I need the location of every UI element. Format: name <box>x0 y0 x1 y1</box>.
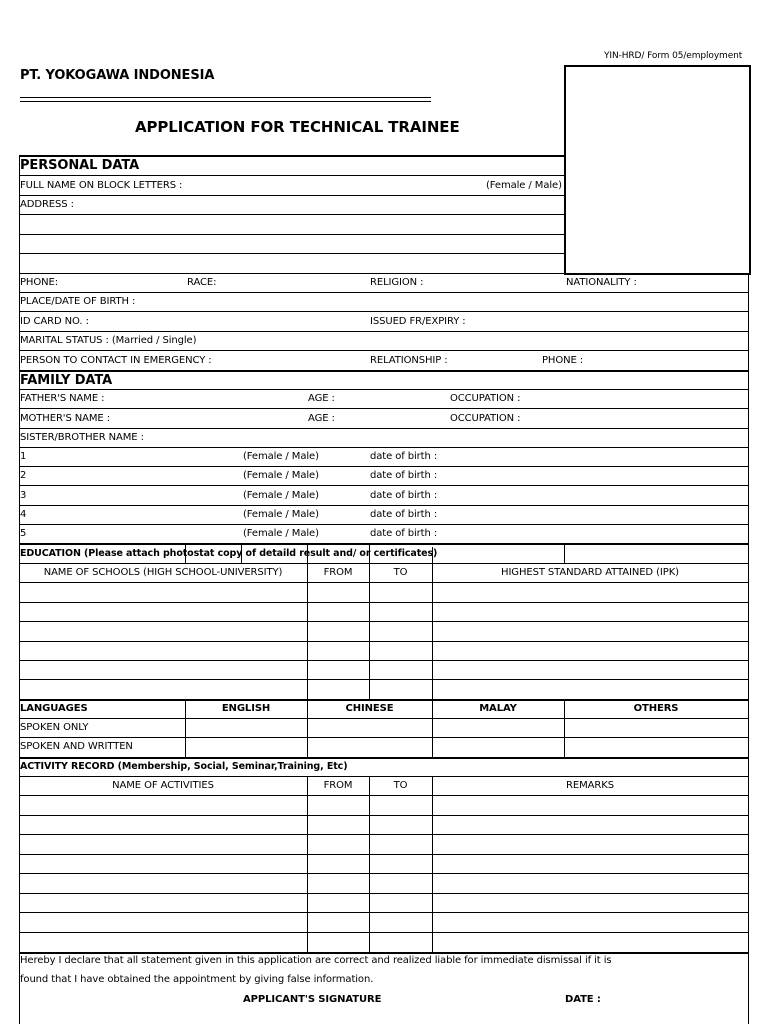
form-left-border <box>19 155 20 1024</box>
row-line <box>19 679 748 680</box>
father-occupation-label: OCCUPATION : <box>450 393 521 404</box>
religion-label: RELIGION : <box>370 277 424 288</box>
race-label: RACE: <box>187 277 217 288</box>
col-header-act-to: TO <box>393 780 408 791</box>
sibling-dob: date of birth : <box>370 509 438 520</box>
col-line <box>564 700 565 757</box>
row-line <box>19 408 748 409</box>
section-border <box>19 699 748 701</box>
row-line <box>19 776 748 777</box>
header-rule-2 <box>20 101 431 102</box>
father-label: FATHER'S NAME : <box>20 393 105 404</box>
photo-box[interactable] <box>564 65 751 275</box>
row-line <box>19 273 748 274</box>
spoken-written-label: SPOKEN AND WRITTEN <box>20 741 133 752</box>
col-line <box>307 700 308 757</box>
section-border <box>19 370 748 372</box>
form-code: YIN-HRD/ Form 05/employment <box>604 51 743 61</box>
mother-age-label: AGE : <box>308 413 335 424</box>
col-line <box>307 544 308 563</box>
row-line <box>19 214 564 215</box>
nationality-label: NATIONALITY : <box>566 277 637 288</box>
col-header-activities: NAME OF ACTIVITIES <box>112 780 214 791</box>
row-line <box>19 893 748 894</box>
education-heading: EDUCATION (Please attach photostat copy of detaild result and/ or certificates) <box>20 548 438 559</box>
sibling-dob: date of birth : <box>370 470 438 481</box>
full-name-label: FULL NAME ON BLOCK LETTERS : <box>20 180 183 191</box>
col-line <box>185 700 186 757</box>
col-header-from: FROM <box>323 567 353 578</box>
activity-heading: ACTIVITY RECORD (Membership, Social, Seminar,Training, Etc) <box>20 761 348 772</box>
form-right-border <box>748 273 749 1024</box>
row-line <box>19 524 748 525</box>
row-line <box>19 641 748 642</box>
lang-others: OTHERS <box>633 703 679 714</box>
col-line <box>185 544 186 563</box>
col-line <box>307 776 308 952</box>
place-dob-label: PLACE/DATE OF BIRTH : <box>20 296 136 307</box>
languages-heading: LANGUAGES <box>20 703 88 714</box>
address-label: ADDRESS : <box>20 199 74 210</box>
sibling-gender[interactable]: (Female / Male) <box>243 490 319 501</box>
sibling-dob: date of birth : <box>370 451 438 462</box>
row-line <box>19 253 564 254</box>
row-line <box>19 718 748 719</box>
row-line <box>19 389 748 390</box>
row-line <box>19 602 748 603</box>
relationship-label: RELATIONSHIP : <box>370 355 448 366</box>
sibling-dob: date of birth : <box>370 490 438 501</box>
col-line <box>369 776 370 952</box>
sibling-gender[interactable]: (Female / Male) <box>243 509 319 520</box>
col-header-act-from: FROM <box>323 780 353 791</box>
row-line <box>19 834 748 835</box>
row-line <box>19 815 748 816</box>
mother-label: MOTHER'S NAME : <box>20 413 110 424</box>
col-line <box>432 700 433 757</box>
col-header-remarks: REMARKS <box>566 780 614 791</box>
row-line <box>19 311 748 312</box>
section-border <box>19 952 748 954</box>
col-line <box>432 547 433 699</box>
sibling-dob: date of birth : <box>370 528 438 539</box>
sibling-number: 3 <box>20 490 27 501</box>
sibling-gender[interactable]: (Female / Male) <box>243 528 319 539</box>
row-line <box>19 350 748 351</box>
row-line <box>19 234 564 235</box>
personal-heading: PERSONAL DATA <box>20 158 140 173</box>
row-line <box>19 660 748 661</box>
lang-chinese: CHINESE <box>345 703 394 714</box>
row-line <box>19 428 748 429</box>
sibling-number: 5 <box>20 528 27 539</box>
row-line <box>19 582 748 583</box>
sibling-gender[interactable]: (Female / Male) <box>243 470 319 481</box>
section-border <box>19 757 748 759</box>
row-line <box>19 447 748 448</box>
row-line <box>19 795 748 796</box>
page-title: APPLICATION FOR TECHNICAL TRAINEE <box>135 118 460 136</box>
id-card-label: ID CARD NO. : <box>20 316 89 327</box>
row-line <box>19 563 748 564</box>
issued-label: ISSUED FR/EXPIRY : <box>370 316 466 327</box>
company-name: PT. YOKOGAWA INDONESIA <box>20 68 215 83</box>
personal-top-border <box>19 155 564 157</box>
declaration-line-2: found that I have obtained the appointment by giving false information. <box>20 974 374 985</box>
col-line <box>241 544 242 563</box>
mother-occupation-label: OCCUPATION : <box>450 413 521 424</box>
family-heading: FAMILY DATA <box>20 373 113 388</box>
row-line <box>19 621 748 622</box>
row-line <box>19 331 748 332</box>
row-line <box>19 195 564 196</box>
father-age-label: AGE : <box>308 393 335 404</box>
row-line <box>19 466 748 467</box>
header-rule-1 <box>20 97 431 98</box>
row-line <box>19 912 748 913</box>
row-line <box>19 854 748 855</box>
col-header-school: NAME OF SCHOOLS (HIGH SCHOOL-UNIVERSITY) <box>43 567 283 578</box>
sibling-number: 1 <box>20 451 27 462</box>
section-border <box>19 543 748 545</box>
col-header-to: TO <box>393 567 408 578</box>
row-line <box>19 175 564 176</box>
spoken-only-label: SPOKEN ONLY <box>20 722 89 733</box>
sibling-gender[interactable]: (Female / Male) <box>243 451 319 462</box>
sibling-number: 2 <box>20 470 27 481</box>
marital-label: MARITAL STATUS : (Married / Single) <box>20 335 197 346</box>
row-line <box>19 873 748 874</box>
phone-label: PHONE: <box>20 277 58 288</box>
signature-label: APPLICANT'S SIGNATURE <box>243 994 382 1005</box>
row-line <box>19 292 748 293</box>
col-line <box>432 776 433 952</box>
lang-english: ENGLISH <box>221 703 271 714</box>
col-line <box>564 544 565 563</box>
lang-malay: MALAY <box>479 703 517 714</box>
row-line <box>19 505 748 506</box>
emergency-phone-label: PHONE : <box>542 355 584 366</box>
sibling-number: 4 <box>20 509 27 520</box>
row-line <box>19 932 748 933</box>
row-line <box>19 737 748 738</box>
emergency-label: PERSON TO CONTACT IN EMERGENCY : <box>20 355 212 366</box>
gender-option[interactable]: (Female / Male) <box>486 180 562 191</box>
col-header-highest: HIGHEST STANDARD ATTAINED (IPK) <box>501 567 679 578</box>
col-line <box>369 544 370 563</box>
siblings-label: SISTER/BROTHER NAME : <box>20 432 144 443</box>
row-line <box>19 485 748 486</box>
declaration-line-1: Hereby I declare that all statement given in this application are correct and realized liable for immediate dismissal if it is <box>20 955 612 966</box>
date-label: DATE : <box>565 994 601 1005</box>
